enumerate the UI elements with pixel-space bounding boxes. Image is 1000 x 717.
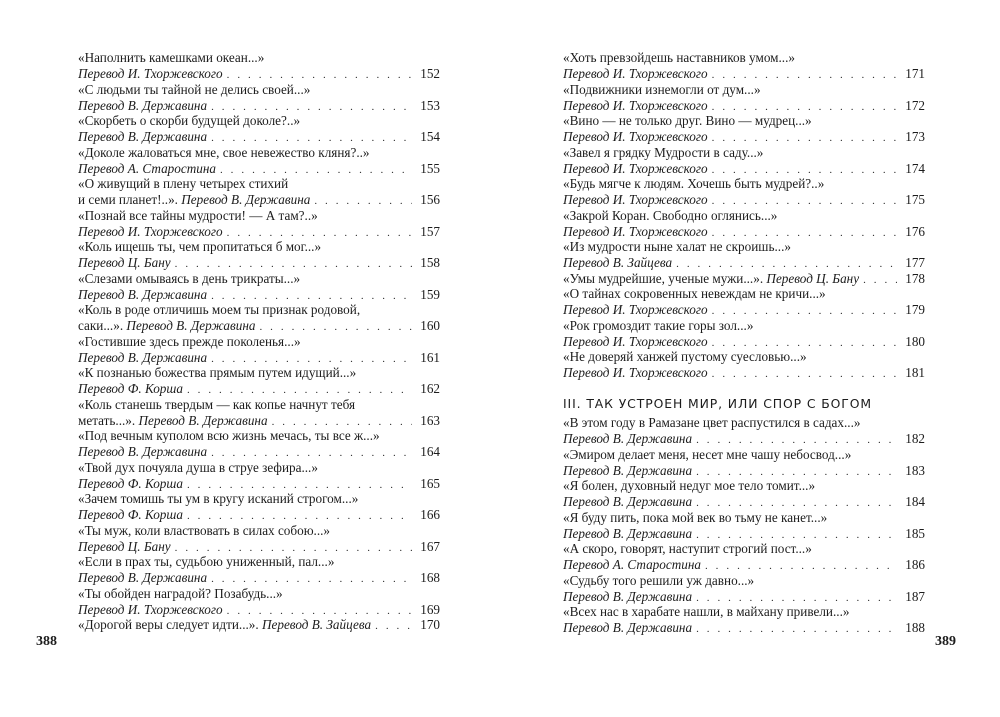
toc-entry [563, 447, 925, 479]
page-ref: 155 [420, 160, 440, 176]
dot-leader [696, 464, 897, 479]
dot-leader [227, 603, 412, 618]
page-ref: 186 [905, 557, 925, 572]
poem-first-line: «Коль станешь твердым — как копье начнут тебя [78, 396, 356, 412]
translator-row [78, 476, 440, 492]
translator-name: Перевод А. Старостина [78, 160, 216, 176]
poem-first-line: «Ты обойден наградой? Позабудь...» [78, 585, 283, 601]
translator-name: Перевод Ц. Бану [766, 270, 860, 286]
dot-leader [705, 558, 897, 573]
dot-leader [187, 508, 412, 523]
poem-first-line-continuation: саки...». [78, 318, 127, 333]
translator-row [78, 381, 440, 397]
translator-row [563, 431, 925, 447]
translator-name: Перевод В. Державина [78, 570, 208, 585]
poem-first-line: «Судьбу того решили уж давно...» [563, 572, 755, 588]
translator-row [78, 66, 440, 82]
translator-row [563, 494, 925, 510]
poem-first-line: «Закрой Коран. Свободно оглянись...» [563, 207, 778, 223]
page-ref: 156 [420, 192, 440, 207]
translator-line [563, 271, 859, 287]
translator-name: Перевод В. Державина [563, 525, 693, 541]
page-ref: 178 [905, 270, 925, 286]
right-page-contents [563, 50, 925, 636]
translator-row [78, 287, 440, 303]
toc-entry [78, 428, 440, 460]
toc-entry [563, 573, 925, 605]
dot-leader [272, 414, 412, 429]
toc-entry [563, 415, 925, 447]
toc-entry [563, 349, 925, 381]
page-ref: 179 [905, 302, 925, 317]
poem-first-line: «Завел я грядку Мудрости в саду...» [563, 144, 764, 160]
translator-name: Перевод В. Державина [126, 318, 256, 333]
page-ref: 166 [420, 507, 440, 522]
translator-row [563, 66, 925, 82]
toc-entry [563, 318, 925, 350]
poem-first-line: «Слезами омываясь в день трикраты...» [78, 270, 301, 286]
translator-name: Перевод И. Тхоржевского [563, 129, 708, 144]
translator-name: Перевод Ц. Бану [78, 538, 171, 554]
translator-name: Перевод Ф. Корша [78, 507, 183, 522]
poem-first-line: «Рок громоздит такие горы зол...» [563, 317, 754, 333]
toc-entry [563, 145, 925, 177]
translator-name: Перевод А. Старостина [563, 557, 701, 572]
toc-entry [563, 50, 925, 82]
dot-leader [696, 621, 897, 636]
dot-leader [227, 225, 412, 240]
page-ref: 159 [420, 286, 440, 302]
dot-leader [375, 618, 412, 633]
translator-row [78, 539, 440, 555]
translator-name: Перевод И. Тхоржевского [563, 302, 708, 317]
poem-first-line: «Коль в роде отличишь моем ты признак родовой, [78, 302, 361, 317]
translator-line [78, 318, 255, 334]
dot-leader [227, 67, 412, 82]
translator-name: Перевод В. Державина [563, 620, 693, 635]
left-page-contents [78, 50, 440, 633]
page-ref: 188 [905, 620, 925, 635]
translator-row [563, 557, 925, 573]
translator-name: Перевод И. Тхоржевского [78, 601, 223, 617]
translator-name: Перевод В. Державина [181, 192, 311, 207]
translator-row [78, 617, 440, 633]
translator-row [78, 255, 440, 271]
page-ref: 171 [905, 66, 925, 81]
poem-first-line-continuation: «Умы мудрейшие, ученые мужи...». [563, 270, 767, 286]
page-ref: 152 [420, 66, 440, 81]
toc-entry [563, 208, 925, 240]
poem-first-line: «Из мудрости ныне халат не скроишь...» [563, 239, 791, 254]
page-ref: 164 [420, 444, 440, 459]
translator-row [563, 365, 925, 381]
dot-leader [211, 351, 412, 366]
dot-leader [696, 432, 897, 447]
dot-leader [696, 590, 897, 605]
poem-first-line: «Всех нас в харабате нашли, в майхану привели...» [563, 604, 850, 619]
page-ref: 162 [420, 381, 440, 396]
translator-row [78, 444, 440, 460]
dot-leader [211, 130, 412, 145]
toc-entry [78, 145, 440, 177]
translator-line [78, 413, 268, 429]
translator-row [78, 224, 440, 240]
dot-leader [712, 99, 897, 114]
poem-first-line: «Ты муж, коли властвовать в силах собою...» [78, 522, 331, 538]
dot-leader [712, 366, 897, 381]
section-heading: III. ТАК УСТРОЕН МИР, ИЛИ СПОР С БОГОМ [563, 396, 872, 411]
poem-first-line: «Твой дух почуяла душа в струе зефира...» [78, 459, 318, 475]
translator-row [78, 129, 440, 145]
translator-row [563, 161, 925, 177]
translator-row [78, 350, 440, 366]
toc-entry [78, 586, 440, 618]
dot-leader [712, 335, 897, 350]
page-ref: 158 [420, 255, 440, 270]
page-ref: 181 [905, 365, 925, 380]
page-ref: 153 [420, 97, 440, 113]
translator-row [78, 192, 440, 208]
translator-name: Перевод В. Зайцева [261, 617, 372, 632]
dot-leader [863, 272, 897, 287]
right-page-number: 389 [935, 634, 956, 649]
toc-entry [78, 239, 440, 271]
poem-first-line: «А скоро, говорят, наступит строгий пост...» [563, 541, 812, 556]
page-ref: 184 [905, 494, 925, 509]
dot-leader [712, 303, 897, 318]
toc-entry [78, 491, 440, 523]
toc-entry [563, 478, 925, 510]
poem-first-line: «Доколе жаловаться мне, свое невежество кляня?..» [78, 144, 370, 160]
toc-entry [78, 302, 440, 334]
poem-first-line: «Я буду пить, пока мой век во тьму не канет...» [563, 509, 828, 525]
toc-entry [78, 334, 440, 366]
dot-leader [211, 571, 412, 586]
translator-name: Перевод И. Тхоржевского [563, 97, 708, 113]
page-ref: 187 [905, 588, 925, 604]
page-ref: 183 [905, 462, 925, 478]
page-ref: 154 [420, 129, 440, 144]
poem-first-line: «Вино — не только друг. Вино — мудрец...» [563, 113, 812, 128]
translator-name: Перевод В. Державина [563, 588, 693, 604]
dot-leader [712, 67, 897, 82]
translator-name: Перевод И. Тхоржевского [563, 333, 708, 349]
translator-name: Перевод В. Державина [78, 97, 208, 113]
page-ref: 167 [420, 538, 440, 554]
dot-leader [175, 540, 412, 555]
poem-first-line-continuation: «Дорогой веры следует идти...». [78, 617, 262, 632]
translator-line [78, 617, 371, 633]
page-ref: 160 [420, 318, 440, 333]
translator-row [563, 302, 925, 318]
translator-name: Перевод И. Тхоржевского [563, 160, 708, 176]
poem-first-line: «Если в прах ты, судьбою униженный, пал...» [78, 554, 335, 569]
page-ref: 176 [905, 223, 925, 239]
translator-name: Перевод Ф. Корша [78, 381, 183, 396]
translator-name: Перевод В. Державина [138, 412, 268, 428]
poem-first-line: «Эмиром делает меня, несет мне чашу небосвод...» [563, 446, 852, 462]
poem-first-line: «Скорбеть о скорби будущей доколе?..» [78, 113, 301, 128]
translator-name: Перевод В. Державина [563, 494, 693, 509]
translator-row [78, 161, 440, 177]
toc-entry [78, 82, 440, 114]
toc-entry [563, 286, 925, 318]
dot-leader [712, 130, 897, 145]
translator-name: Перевод И. Тхоржевского [563, 66, 708, 81]
toc-entry [78, 523, 440, 555]
translator-row [78, 98, 440, 114]
page-ref: 165 [420, 475, 440, 491]
poem-first-line: «Гостившие здесь прежде поколенья...» [78, 333, 301, 349]
poem-first-line: «Не доверяй ханжей пустому суесловью...» [563, 349, 807, 364]
poem-first-line: «Будь мягче к людям. Хочешь быть мудрей?..» [563, 176, 825, 191]
translator-row [563, 129, 925, 145]
poem-first-line: «Подвижники изнемогли от дум...» [563, 81, 761, 97]
page-ref: 180 [905, 333, 925, 349]
translator-name: Перевод И. Тхоржевского [78, 223, 223, 239]
toc-entry [78, 365, 440, 397]
toc-entry [563, 239, 925, 271]
translator-name: Перевод В. Державина [78, 286, 208, 302]
page-ref: 182 [905, 431, 925, 446]
page-ref: 177 [905, 255, 925, 270]
toc-entry [78, 617, 440, 633]
dot-leader [211, 445, 412, 460]
page-ref: 170 [420, 617, 440, 632]
translator-row [78, 413, 440, 429]
dot-leader [696, 527, 897, 542]
translator-row [563, 224, 925, 240]
translator-name: Перевод Ф. Корша [78, 475, 183, 491]
translator-name: Перевод В. Державина [563, 431, 693, 446]
translator-name: Перевод Ц. Бану [78, 255, 171, 270]
translator-row [563, 98, 925, 114]
translator-name: Перевод В. Державина [78, 444, 208, 459]
dot-leader [211, 99, 412, 114]
translator-row [78, 507, 440, 523]
left-page-number: 388 [36, 634, 57, 649]
poem-first-line: «Хоть превзойдешь наставников умом...» [563, 50, 795, 65]
translator-row [563, 463, 925, 479]
toc-entry [563, 176, 925, 208]
page-ref: 168 [420, 570, 440, 585]
toc-entry [78, 176, 440, 208]
toc-entry [563, 82, 925, 114]
page-ref: 175 [905, 192, 925, 207]
dot-leader [696, 495, 897, 510]
poem-first-line: «С людьми ты тайной не делись своей...» [78, 81, 311, 97]
poem-first-line: «Под вечным куполом всю жизнь мечась, ты все ж...» [78, 428, 380, 443]
translator-row [563, 255, 925, 271]
poem-first-line-continuation: метать...». [78, 412, 139, 428]
poem-first-line: «О тайнах сокровенных невеждам не кричи...» [563, 286, 826, 301]
dot-leader [187, 477, 412, 492]
translator-name: Перевод В. Зайцева [563, 255, 673, 270]
page-ref: 185 [905, 525, 925, 541]
toc-entry [78, 271, 440, 303]
dot-leader [712, 162, 897, 177]
translator-row [563, 589, 925, 605]
translator-row [563, 334, 925, 350]
poem-first-line: «Зачем томишь ты ум в кругу исканий строгом...» [78, 491, 359, 506]
toc-entry [78, 50, 440, 82]
poem-first-line: «К познанью божества прямым путем идущий...» [78, 365, 357, 380]
dot-leader [712, 193, 897, 208]
translator-name: Перевод И. Тхоржевского [78, 66, 223, 81]
dot-leader [676, 256, 897, 271]
toc-entry [78, 460, 440, 492]
translator-row [78, 318, 440, 334]
poem-first-line: «В этом году в Рамазане цвет распустился в садах...» [563, 415, 861, 430]
translator-row [563, 526, 925, 542]
dot-leader [314, 193, 412, 208]
toc-entry [78, 208, 440, 240]
toc-entry [563, 510, 925, 542]
dot-leader [211, 288, 412, 303]
poem-first-line: «Наполнить камешками океан...» [78, 50, 265, 65]
translator-name: Перевод В. Державина [78, 129, 208, 144]
toc-entry [78, 554, 440, 586]
poem-first-line: «Я болен, духовный недуг мое тело томит...» [563, 478, 816, 493]
page-ref: 173 [905, 129, 925, 144]
page-ref: 163 [420, 412, 440, 428]
toc-entry [78, 397, 440, 429]
translator-name: Перевод И. Тхоржевского [563, 192, 708, 207]
toc-entry [78, 113, 440, 145]
translator-line [78, 192, 310, 208]
page-ref: 174 [905, 160, 925, 176]
translator-row [563, 620, 925, 636]
page-ref: 161 [420, 349, 440, 365]
translator-row [563, 271, 925, 287]
page-ref: 157 [420, 223, 440, 239]
translator-name: Перевод И. Тхоржевского [563, 223, 708, 239]
poem-first-line: «О живущий в плену четырех стихий [78, 176, 289, 191]
page-ref: 169 [420, 601, 440, 617]
translator-row [563, 192, 925, 208]
dot-leader [712, 225, 897, 240]
dot-leader [259, 319, 412, 334]
translator-row [78, 602, 440, 618]
translator-name: Перевод И. Тхоржевского [563, 365, 708, 380]
toc-entry [563, 113, 925, 145]
dot-leader [220, 162, 412, 177]
poem-first-line: «Коль ищешь ты, чем пропитаться б мог...» [78, 239, 322, 254]
translator-name: Перевод В. Державина [563, 462, 693, 478]
dot-leader [175, 256, 412, 271]
page-ref: 172 [905, 97, 925, 113]
toc-entry [563, 541, 925, 573]
dot-leader [187, 382, 412, 397]
translator-name: Перевод В. Державина [78, 349, 208, 365]
toc-entry [563, 604, 925, 636]
poem-first-line-continuation: и семи планет!..». [78, 192, 182, 207]
toc-entry [563, 271, 925, 287]
poem-first-line: «Познай все тайны мудрости! — А там?..» [78, 207, 318, 223]
translator-row [78, 570, 440, 586]
